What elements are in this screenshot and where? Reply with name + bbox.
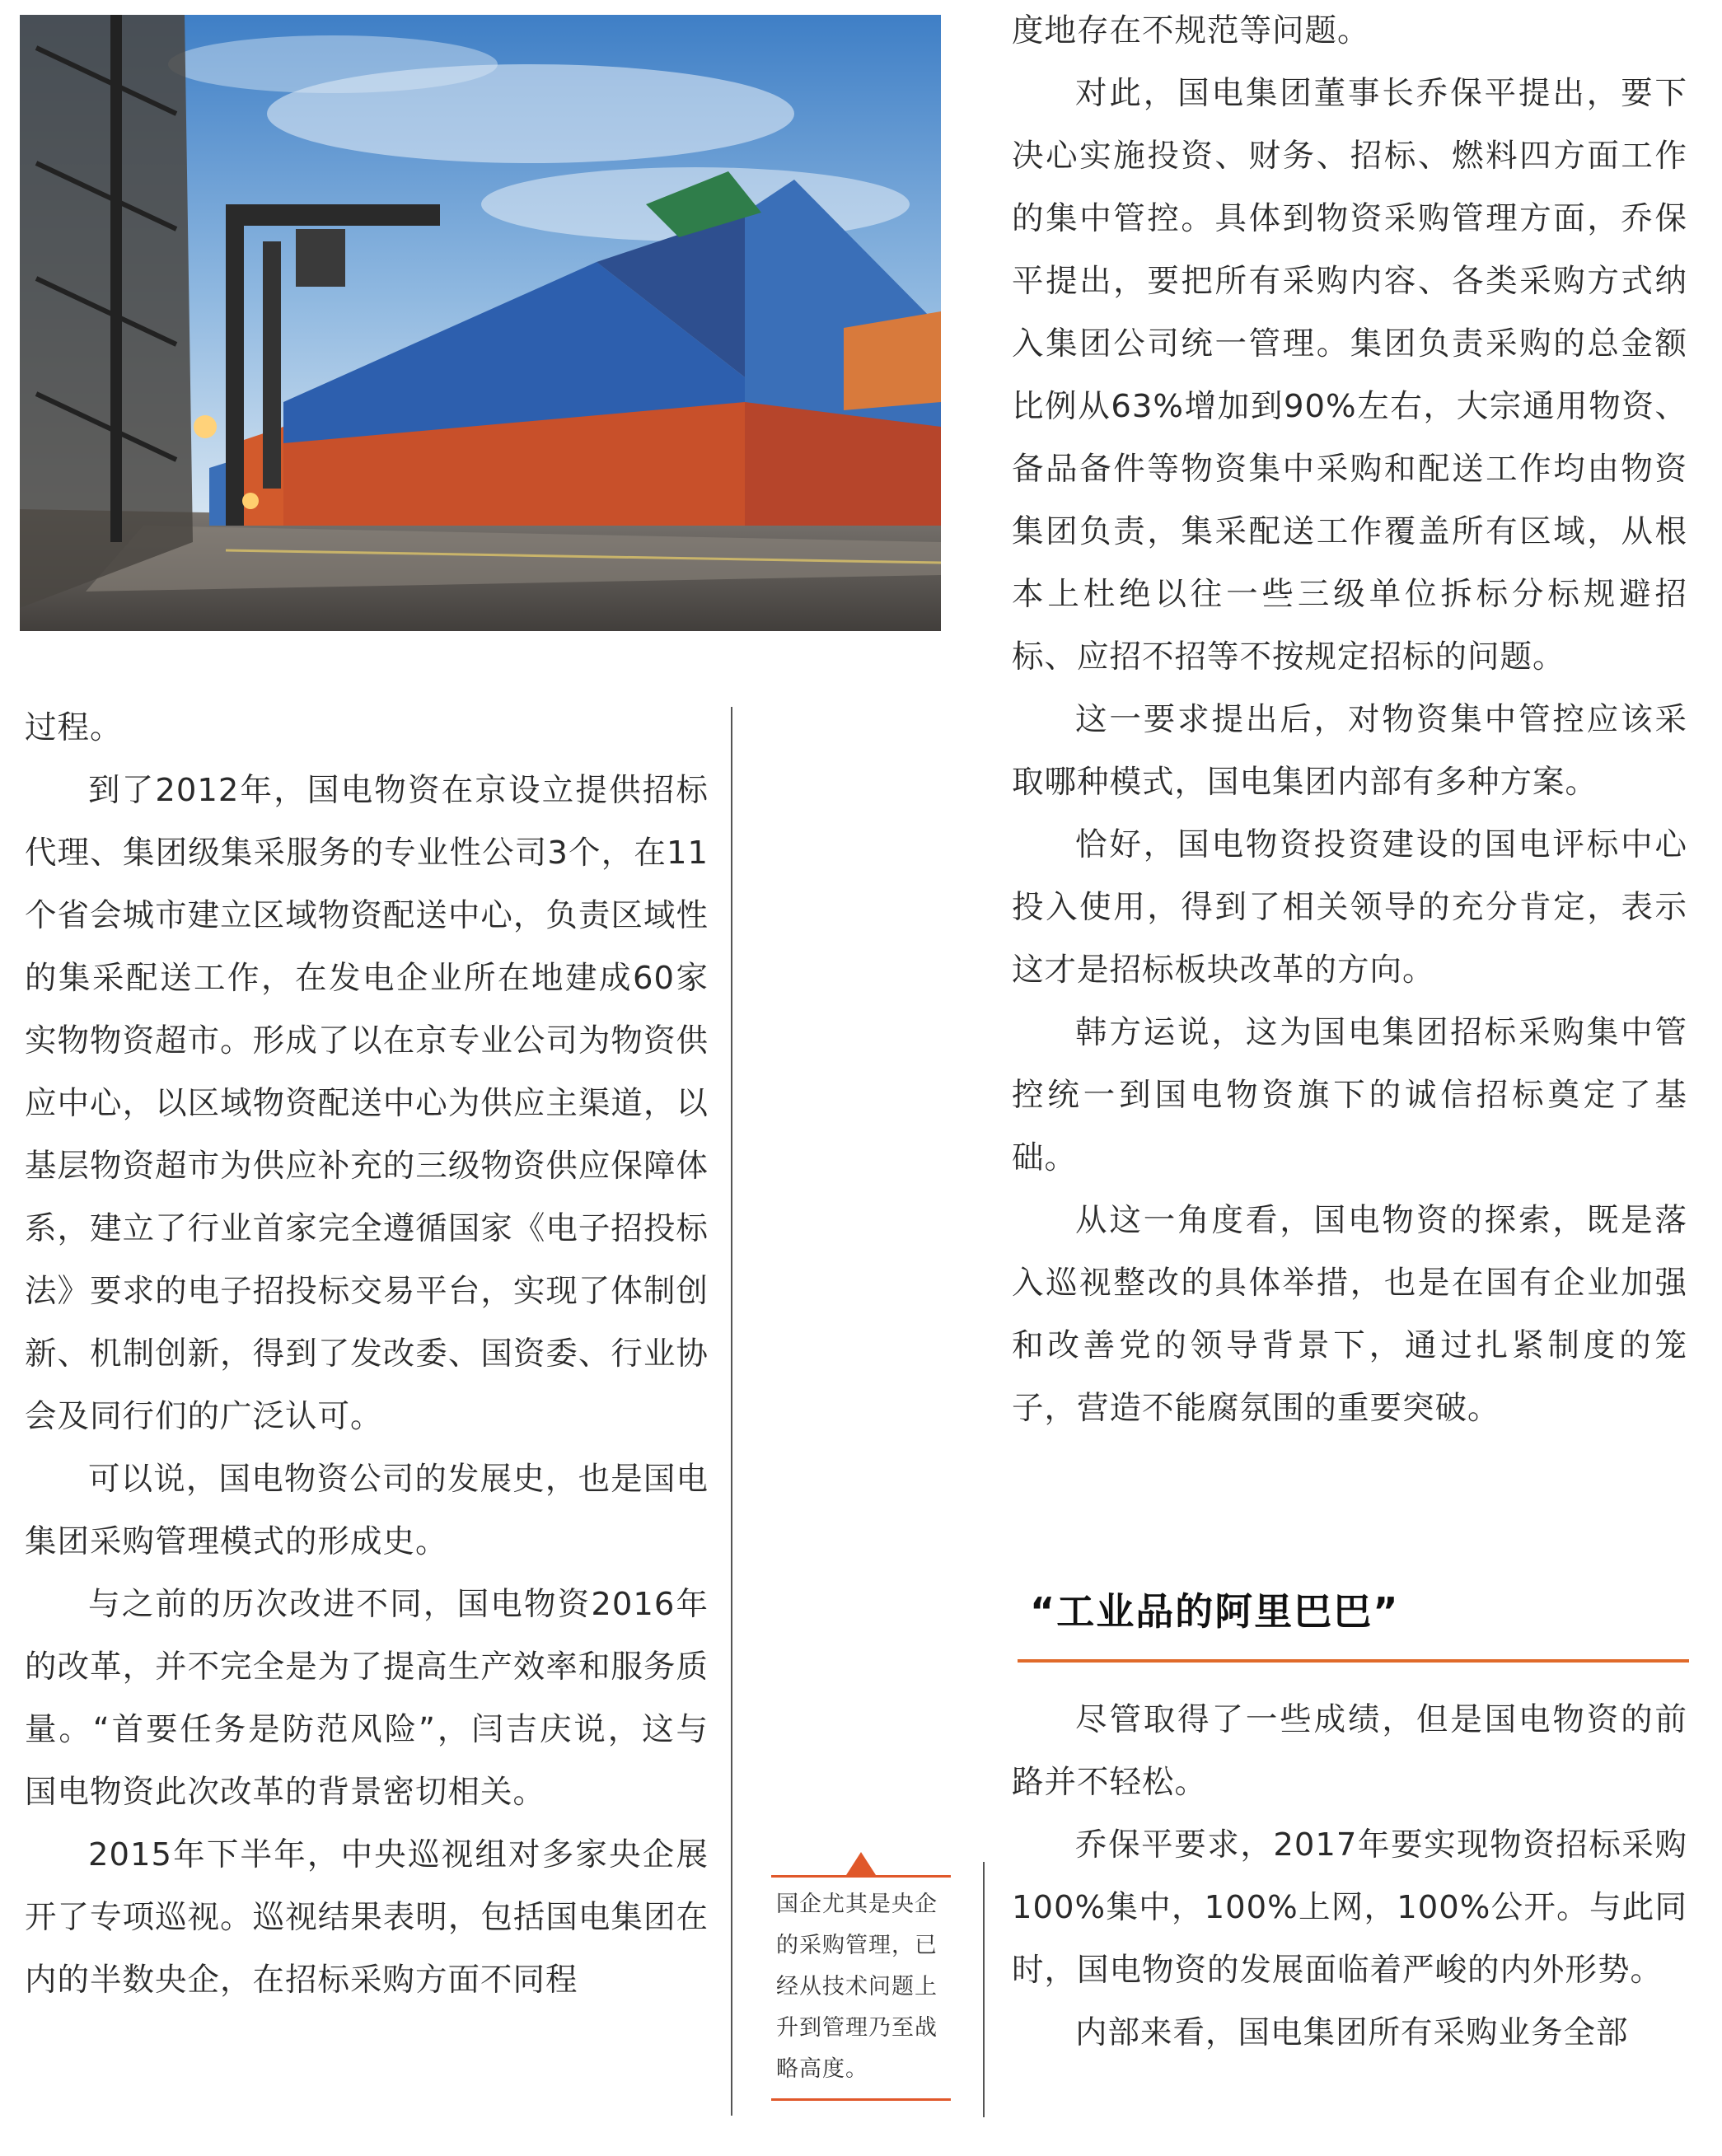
- paragraph: 可以说，国电物资公司的发展史，也是国电集团采购管理模式的形成史。: [25, 1461, 709, 1560]
- paragraph: 尽管取得了一些成绩，但是国电物资的前路并不轻松。: [1012, 1701, 1687, 1801]
- paragraph: 内部来看，国电集团所有采购业务全部: [1075, 2014, 1629, 2051]
- left-column: [25, 697, 709, 2012]
- right-column-top: [1012, 0, 1687, 1440]
- paragraph: 到了2012年，国电物资在京设立提供招标代理、集团级集采服务的专业性公司3个，在11个省会城市建立区域物资配送中心，负责区域性的集采配送工作，在发电企业所在地建成60家实物物资超市。形成了以在京专业公司为物资供应中心，以区域物资配送中心为供应主渠道，以基层物资超市为供应补充的三级物资供应保障体系，建立了行业首家完全遵循国家《电子招投标法》要求的电子招投标交易平台，实现了体制创新、机制创新，得到了发改委、国资委、行业协会及同行们的广泛认可。: [25, 772, 709, 1435]
- paragraph: 2015年下半年，中央巡视组对多家央企展开了专项巡视。巡视结果表明，包括国电集团在内的半数央企，在招标采购方面不同程: [25, 1836, 709, 1999]
- column-divider-left: [731, 707, 732, 2116]
- paragraph: 从这一角度看，国电物资的探索，既是落入巡视整改的具体举措，也是在国有企业加强和改善党的领导背景下，通过扎紧制度的笼子，营造不能腐氛围的重要突破。: [1012, 1202, 1687, 1427]
- paragraph: 过程。: [25, 709, 123, 746]
- container-port-photo: [20, 15, 941, 631]
- triangle-marker-icon: [846, 1852, 876, 1875]
- paragraph: 对此，国电集团董事长乔保平提出，要下决心实施投资、财务、招标、燃料四方面工作的集中管控。具体到物资采购管理方面，乔保平提出，要把所有采购内容、各类采购方式纳入集团公司统一管理。集团负责采购的总金额比例从63%增加到90%左右，大宗通用物资、备品备件等物资集中采购和配送工作均由物资集团负责，集采配送工作覆盖所有区域，从根本上杜绝以往一些三级单位拆标分标规避招标、应招不招等不按规定招标的问题。: [1012, 75, 1687, 676]
- pull-quote-bottom-rule: [771, 2098, 951, 2101]
- section-heading: “工业品的阿里巴巴”: [1030, 1589, 1400, 1634]
- column-divider-right: [983, 1862, 985, 2117]
- paragraph: 度地存在不规范等问题。: [1012, 12, 1370, 49]
- pull-quote: [771, 1852, 951, 2101]
- section-heading-rule: [1018, 1659, 1689, 1663]
- right-column-bottom: [1012, 1689, 1687, 2065]
- paragraph: 与之前的历次改进不同，国电物资2016年的改革，并不完全是为了提高生产效率和服务质量。“首要任务是防范风险”，闫吉庆说，这与国电物资此次改革的背景密切相关。: [25, 1586, 709, 1811]
- paragraph: 恰好，国电物资投资建设的国电评标中心投入使用，得到了相关领导的充分肯定，表示这才是招标板块改革的方向。: [1012, 826, 1687, 989]
- paragraph: 乔保平要求，2017年要实现物资招标采购100%集中，100%上网，100%公开。与此同时，国电物资的发展面临着严峻的内外形势。: [1012, 1826, 1687, 1989]
- pull-quote-text: 国企尤其是央企的采购管理，已经从技术问题上升到管理乃至战略高度。: [776, 1892, 938, 2082]
- paragraph: 这一要求提出后，对物资集中管控应该采取哪种模式，国电集团内部有多种方案。: [1012, 701, 1687, 801]
- paragraph: 韩方运说，这为国电集团招标采购集中管控统一到国电物资旗下的诚信招标奠定了基础。: [1012, 1014, 1687, 1176]
